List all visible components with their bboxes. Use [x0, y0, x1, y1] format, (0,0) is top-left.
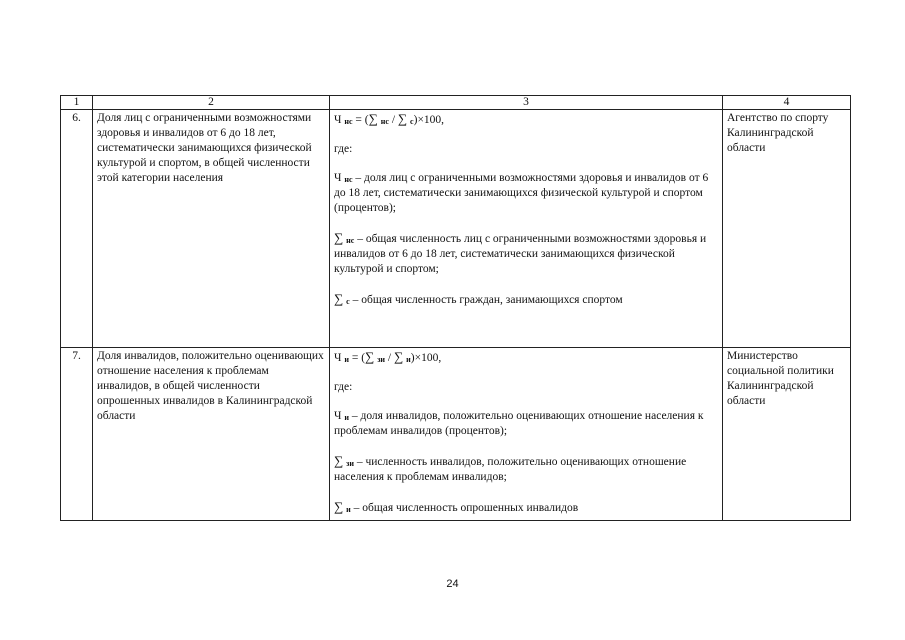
sum-symbol: ∑: [397, 111, 408, 126]
header-col-4: 4: [723, 96, 851, 110]
header-col-1: 1: [61, 96, 93, 110]
table-row: [61, 348, 851, 521]
row-number: 7.: [61, 348, 93, 521]
definition-subscript: нс: [346, 236, 355, 245]
definition: [334, 453, 718, 485]
header-col-3: 3: [330, 96, 723, 110]
formula: [334, 111, 718, 128]
definition-symbol: ∑: [334, 230, 344, 245]
responsible-body: Министерство социальной политики Калининградской области: [723, 348, 851, 521]
definition-text: – общая численность опрошенных инвалидов: [350, 502, 579, 514]
definition-symbol: ∑: [334, 291, 344, 306]
definition-symbol: ∑: [334, 453, 344, 468]
definition-subscript: с: [346, 297, 350, 306]
where-label: где:: [334, 381, 353, 393]
formula-text: = (: [348, 352, 366, 364]
definition-text: – общая численность граждан, занимающихся спортом: [349, 294, 623, 306]
sum-symbol: ∑: [368, 111, 378, 126]
formula-subscript: зи: [377, 355, 386, 364]
sum-symbol: ∑: [393, 349, 404, 364]
sum-symbol: ∑: [365, 349, 375, 364]
responsible-body: Агентство по спорту Калининградской области: [723, 110, 851, 348]
definition-text: – общая численность лиц с ограниченными возможностями здоровья и инвалидов от 6 до 18 лет, систематически занимающихся физической культурой и спортом;: [334, 233, 707, 275]
definition: [334, 409, 718, 439]
header-col-2: 2: [93, 96, 330, 110]
definition-text: – доля лиц с ограниченными возможностями здоровья и инвалидов от 6 до 18 лет, систематически занимающихся физической культурой и спортом (процентов);: [334, 172, 709, 214]
formula-subscript: и: [406, 355, 411, 364]
formula: [334, 349, 718, 366]
formula-text: = (: [352, 114, 369, 126]
definition: [334, 291, 718, 308]
definition: [334, 171, 718, 216]
formula-symbol: Ч: [334, 114, 342, 126]
page-number: 24: [446, 578, 459, 590]
formula-subscript: и: [344, 355, 349, 364]
definition-symbol: Ч: [334, 172, 342, 184]
definition-subscript: зи: [346, 459, 354, 468]
calculation-method: [330, 348, 723, 521]
formula-text: )×100,: [410, 352, 442, 364]
formula-text: /: [388, 114, 398, 126]
formula-subscript: нс: [380, 117, 389, 126]
definition: [334, 499, 718, 516]
definition-text: – численность инвалидов, положительно оценивающих отношение населения к проблемам инвалидов;: [334, 456, 687, 483]
definition-subscript: и: [344, 413, 349, 422]
calculation-method: [330, 110, 723, 348]
row-number: 6.: [61, 110, 93, 348]
definition-symbol: Ч: [334, 410, 342, 422]
formula-subscript: с: [410, 117, 414, 126]
formula-symbol: Ч: [334, 352, 342, 364]
formula-text: )×100,: [413, 114, 445, 126]
definition-subscript: нс: [344, 175, 353, 184]
definition-text: – доля инвалидов, положительно оценивающих отношение населения к проблемам инвалидов (процентов);: [334, 410, 704, 437]
formula-subscript: нс: [344, 117, 353, 126]
definition-subscript: и: [346, 505, 351, 514]
definition-symbol: ∑: [334, 499, 344, 514]
indicator-name: Доля лиц с ограниченными возможностями здоровья и инвалидов от 6 до 18 лет, систематически занимающихся физической культурой и спортом, в общей численности этой категории населения: [93, 110, 330, 348]
header-row: [61, 96, 851, 110]
definition: [334, 230, 718, 277]
where-label: где:: [334, 143, 353, 155]
indicator-name: Доля инвалидов, положительно оценивающих отношение населения к проблемам инвалидов, в общей численности опрошенных инвалидов в Калининградской области: [93, 348, 330, 521]
formula-text: /: [385, 352, 394, 364]
table-row: [61, 110, 851, 348]
indicators-table: [60, 95, 851, 521]
